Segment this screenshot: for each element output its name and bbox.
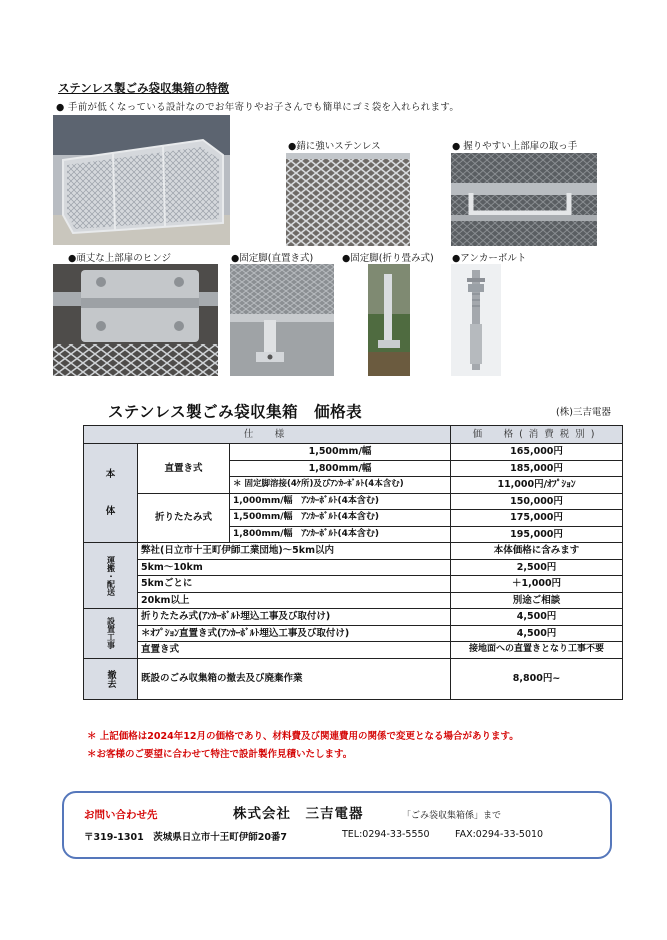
contact-address: 〒319-1301 茨城県日立市十王町伊師20番7 — [84, 832, 288, 843]
contact-company: 株式会社 三吉電器 — [233, 806, 364, 822]
spec-cell: 1,800mm/幅 — [230, 460, 451, 477]
features-intro: ● 手前が低くなっている設計なのでお年寄りやお子さんでも簡単にゴミ袋を入れられます。 — [56, 102, 460, 113]
price-table — [83, 425, 623, 700]
category-body-label-1: 本 — [105, 469, 116, 480]
table-row — [84, 658, 623, 699]
price-table-title: ステンレス製ごみ袋収集箱 価格表 — [108, 403, 363, 421]
table-row — [84, 625, 623, 642]
contact-fax: FAX:0294-33-5010 — [455, 829, 544, 840]
spec-cell: 5kmごとに — [138, 576, 451, 593]
category-body — [84, 444, 138, 543]
table-row — [84, 609, 623, 626]
price-cell: 別途ご相談 — [451, 592, 623, 609]
caption-folding-leg: ●固定脚(折り畳み式) — [342, 253, 434, 264]
price-cell: 175,000円 — [451, 510, 623, 527]
photo-door-handle — [451, 153, 597, 246]
photo-anchor-bolt — [451, 264, 501, 376]
caption-anchor: ●アンカーボルト — [452, 253, 527, 264]
spec-cell: 既設のごみ収集箱の撤去及び廃棄作業 — [138, 658, 451, 699]
subcategory-direct: 直置き式 — [138, 444, 230, 494]
price-cell: 11,000円/ｵﾌﾟｼｮﾝ — [451, 477, 623, 494]
caption-hinge: ●頑丈な上部扉のヒンジ — [68, 253, 172, 264]
caption-rust: ●錆に強いステンレス — [288, 141, 381, 152]
spec-cell: 弊社(日立市十王町伊師工業団地)～5km以内 — [138, 543, 451, 560]
photo-fixed-leg — [230, 264, 334, 376]
price-cell: ＋1,000円 — [451, 576, 623, 593]
spec-cell: 20km以上 — [138, 592, 451, 609]
table-row — [84, 642, 623, 659]
header-price: 価 格(消費税別) — [451, 426, 623, 444]
category-body-label-2: 体 — [105, 506, 116, 517]
maker-name: (株)三吉電器 — [556, 407, 611, 418]
photo-folding-leg — [368, 264, 410, 376]
spec-cell: ＊ 固定脚溶接(4ｹ所)及びｱﾝｶｰﾎﾞﾙﾄ(4本含む) — [230, 477, 451, 494]
price-cell: 195,000円 — [451, 526, 623, 543]
category-delivery: 運搬・配送 — [84, 543, 138, 609]
note-price-date: ＊ 上記価格は2024年12月の価格であり、材料費及び関連費用の関係で変更となる場合があります。 — [87, 731, 519, 742]
category-removal: 撤去 — [84, 658, 138, 699]
photo-stainless-mesh — [286, 153, 410, 246]
caption-fixed-leg: ●固定脚(直置き式) — [231, 253, 314, 264]
spec-cell: 折りたたみ式(ｱﾝｶｰﾎﾞﾙﾄ埋込工事及び取付け) — [138, 609, 451, 626]
spec-cell: ＊ｵﾌﾟｼｮﾝ直置き式(ｱﾝｶｰﾎﾞﾙﾄ埋込工事及び取付け) — [138, 625, 451, 642]
table-row — [84, 576, 623, 593]
price-cell: 165,000円 — [451, 444, 623, 461]
photo-hinge — [53, 264, 218, 376]
contact-label: お問い合わせ先 — [84, 809, 158, 821]
contact-dept: 「ごみ袋収集箱係」まで — [402, 811, 502, 821]
price-cell: 8,800円~ — [451, 658, 623, 699]
table-row — [84, 444, 623, 461]
price-cell: 185,000円 — [451, 460, 623, 477]
spec-cell: 直置き式 — [138, 642, 451, 659]
note-custom-order: ＊お客様のご要望に合わせて特注で設計製作見積いたします。 — [87, 749, 353, 760]
price-cell: 2,500円 — [451, 559, 623, 576]
table-row — [84, 592, 623, 609]
price-cell: 150,000円 — [451, 493, 623, 510]
spec-cell: 1,500mm/幅 ｱﾝｶｰﾎﾞﾙﾄ(4本含む) — [230, 510, 451, 527]
spec-cell: 1,800mm/幅 ｱﾝｶｰﾎﾞﾙﾄ(4本含む) — [230, 526, 451, 543]
price-cell: 4,500円 — [451, 625, 623, 642]
table-header-row — [84, 426, 623, 444]
spec-cell: 1,500mm/幅 — [230, 444, 451, 461]
photo-collection-box — [53, 115, 230, 245]
spec-cell: 5km～10km — [138, 559, 451, 576]
price-cell: 接地面への直置きとなり工事不要 — [451, 642, 623, 659]
spec-cell: 1,000mm/幅 ｱﾝｶｰﾎﾞﾙﾄ(4本含む) — [230, 493, 451, 510]
subcategory-folding: 折りたたみ式 — [138, 493, 230, 543]
table-row — [84, 559, 623, 576]
table-row — [84, 493, 623, 510]
caption-handle: ● 握りやすい上部扉の取っ手 — [452, 141, 578, 152]
price-cell: 4,500円 — [451, 609, 623, 626]
features-title: ステンレス製ごみ袋収集箱の特徴 — [58, 81, 230, 95]
contact-tel: TEL:0294-33-5550 — [342, 829, 430, 840]
table-row — [84, 543, 623, 560]
header-spec: 仕 様 — [84, 426, 451, 444]
category-install: 設置工事 — [84, 609, 138, 659]
price-cell: 本体価格に含みます — [451, 543, 623, 560]
